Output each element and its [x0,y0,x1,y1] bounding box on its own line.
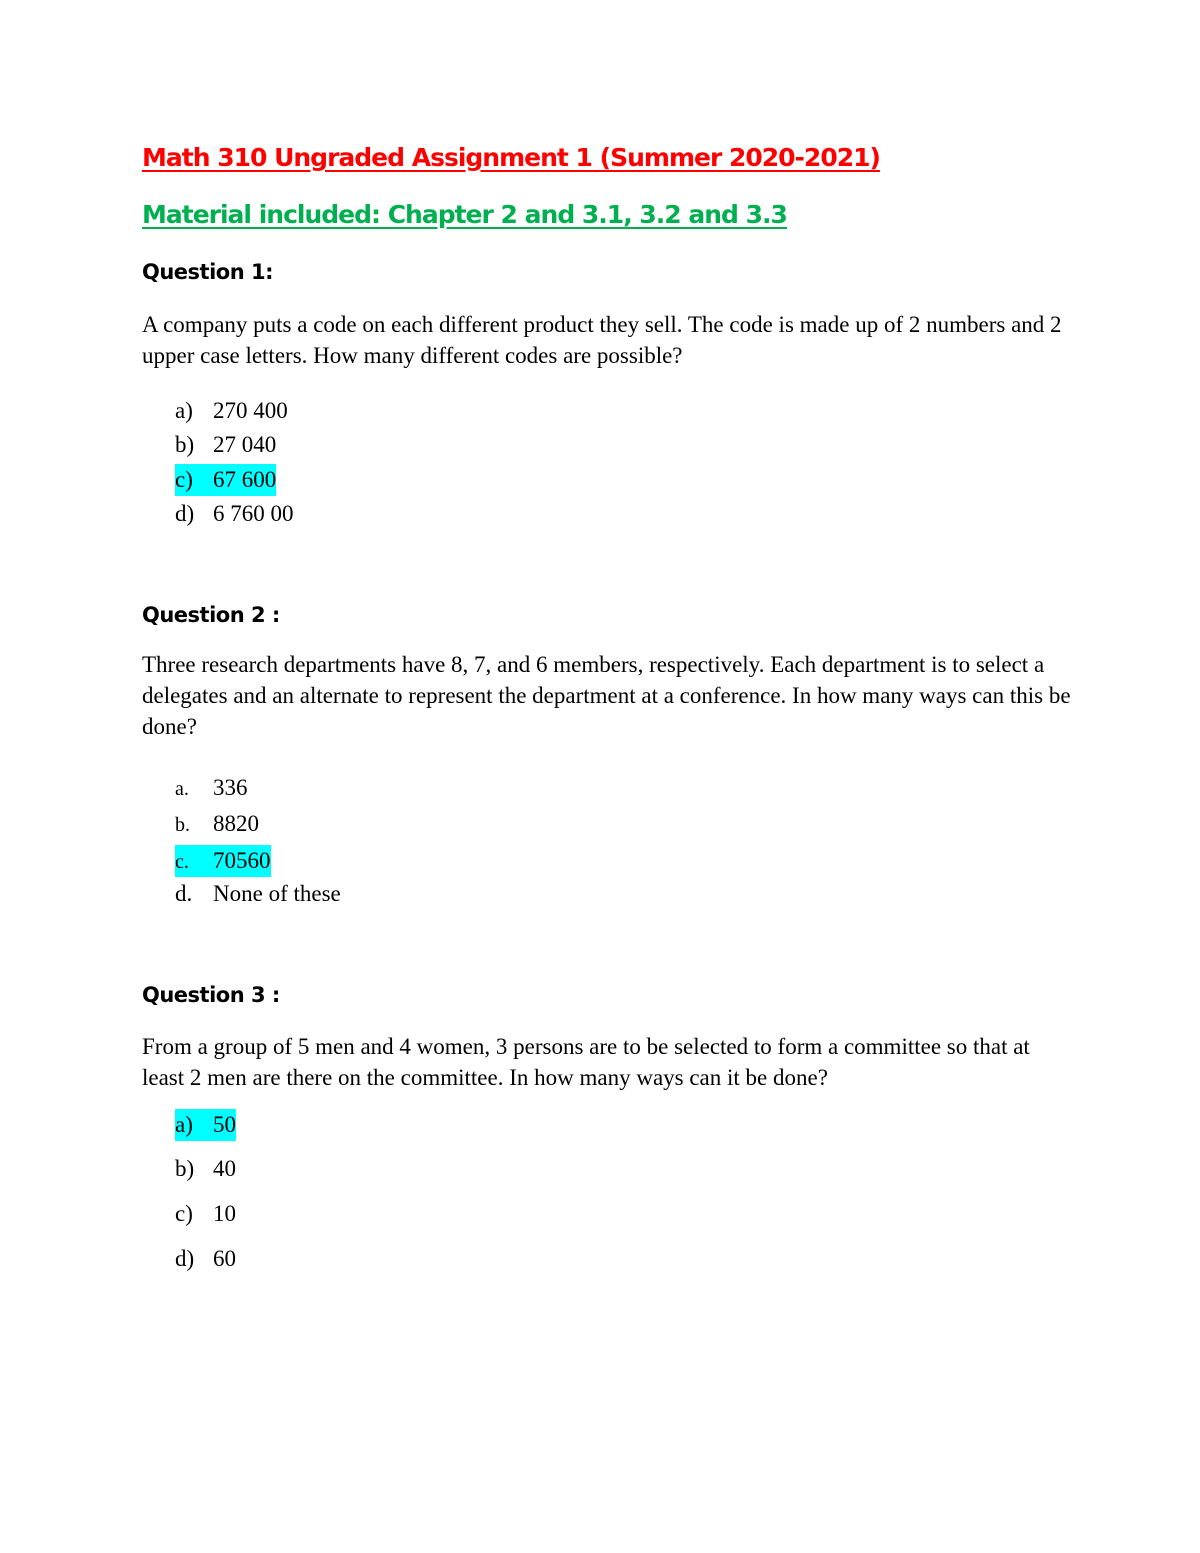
option-value: 27 040 [213,432,277,457]
option-mark: a. [175,778,189,800]
option-value: None of these [213,881,341,906]
question-3-option-c [175,1198,236,1230]
option-mark: d. [175,881,193,906]
option-value: 270 400 [213,398,288,423]
option-mark: d) [175,1246,195,1271]
option-value: 50 [213,1112,236,1137]
option-mark: d) [175,501,195,526]
option-value: 336 [213,775,248,800]
option-value: 40 [213,1156,236,1181]
question-3-option-a [175,1109,236,1141]
question-2-heading: Question 2 : [142,603,280,627]
option-mark: c) [175,1201,193,1226]
option-value: 70560 [213,848,271,873]
document-title: Math 310 Ungraded Assignment 1 (Summer 2020-2021) [142,143,880,172]
option-mark: b) [175,1156,195,1181]
question-3-heading: Question 3 : [142,983,280,1007]
question-3-option-b [175,1153,236,1185]
question-2-option-c [175,845,271,877]
question-2-option-d [175,878,341,910]
option-mark: a) [175,398,193,423]
question-2-text: Three research departments have 8, 7, and 6 members, respectively. Each department is to select a delegates and an alternate to represent the department at a conference. In how many ways can this be done? [142,652,1071,739]
question-2-option-a [175,772,248,804]
option-mark: b. [175,814,190,836]
question-2-option-b [175,808,259,840]
question-1-text: A company puts a code on each different product they sell. The code is made up of 2 numbers and 2 upper case letters. How many different codes are possible? [142,312,1062,368]
question-1-option-b [175,429,276,461]
question-1-option-a [175,395,288,427]
question-3-text: From a group of 5 men and 4 women, 3 persons are to be selected to form a committee so that at least 2 men are there on the committee. In how many ways can it be done? [142,1034,1030,1090]
option-value: 8820 [213,811,259,836]
option-mark: a) [175,1112,193,1137]
question-1-option-c [175,464,276,496]
option-value: 67 600 [213,467,277,492]
option-value: 6 760 00 [213,501,294,526]
question-1-option-d [175,498,294,530]
option-value: 60 [213,1246,236,1271]
question-1-heading: Question 1: [142,260,273,284]
document-subtitle: Material included: Chapter 2 and 3.1, 3.2 and 3.3 [142,200,787,229]
option-mark: b) [175,432,195,457]
option-mark: c) [175,467,193,492]
option-mark: c. [175,851,189,873]
question-3-option-d [175,1243,236,1275]
option-value: 10 [213,1201,236,1226]
